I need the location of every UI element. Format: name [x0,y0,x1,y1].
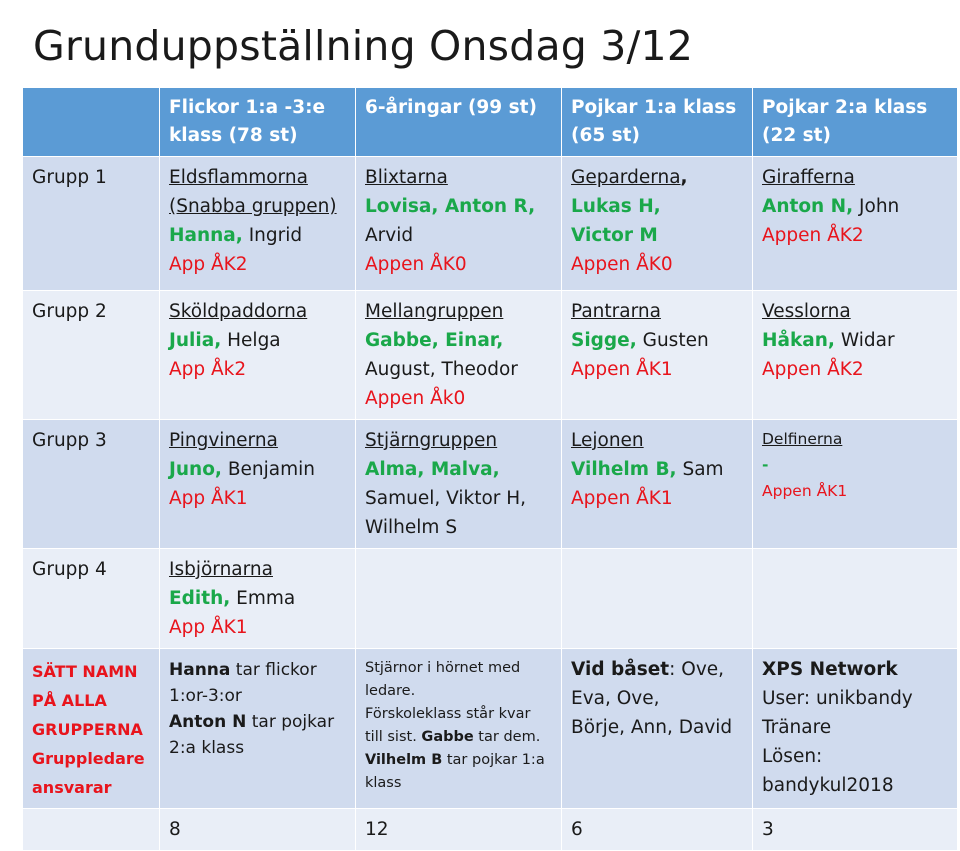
table-row [23,420,958,549]
group-name: Stjärngruppen [365,430,498,451]
leader-names: Gabbe, Einar, [365,330,504,351]
table-row [23,157,958,291]
header-6-aringar: 6-åringar (99 st) [356,88,562,157]
count-cell: 3 [753,809,958,851]
member-names: Emma [230,588,296,609]
page-title: Grunduppställning Onsdag 3/12 [33,22,694,70]
notes-row [23,649,958,809]
note-text: tar pojkar 1:a [442,752,545,768]
table-row [23,549,958,649]
group-name: Lejonen [571,430,644,451]
group-cell [356,291,562,420]
count-cell: 12 [356,809,562,851]
header-row [23,88,958,157]
notes-col3 [562,649,753,809]
group-cell [562,157,753,291]
member-names: Helga [221,330,281,351]
note-text: 2:a klass [169,738,245,758]
note-text: Börje, Ann, David [571,717,733,738]
empty-cell [562,549,753,649]
app-label: Appen ÅK0 [571,254,673,275]
empty-cell [753,549,958,649]
leader-names: Julia, [169,330,222,351]
leader-name: Gabbe [421,729,474,745]
count-cell: 8 [160,809,356,851]
member-names: John [853,196,900,217]
note-text: tar pojkar [246,712,335,732]
leader-names: Lukas H, [571,196,661,217]
app-label: Appen ÅK1 [571,359,673,380]
app-label: Appen ÅK0 [365,254,467,275]
member-names: Ingrid [242,225,303,246]
group-name: Blixtarna [365,167,448,188]
leader-names: Anton N, [762,196,854,217]
app-label: App ÅK1 [169,617,248,638]
leader-names: Lovisa, Anton R, [365,196,536,217]
leader-names: Juno, [169,459,222,480]
app-label: Appen ÅK1 [762,482,848,500]
note-text: User: unikbandy Tränare [762,688,913,738]
app-label: App ÅK2 [169,254,248,275]
group-cell [562,420,753,549]
table-row [23,291,958,420]
group-name: Pingvinerna [169,430,278,451]
note-text: 1:or-3:or [169,686,242,706]
note-text: tar flickor [230,660,317,680]
group-name: Eldsflammorna [169,167,308,188]
note-line: ansvarar [32,778,112,797]
note-text: ledare. [365,683,416,699]
note-line: SÄTT NAMN [32,662,138,681]
group-name: Vesslorna [762,301,851,322]
note-line: PÅ ALLA [32,691,107,710]
app-label: Appen Åk0 [365,388,466,409]
note-text: till sist. [365,729,422,745]
group-name: Sköldpaddorna [169,301,308,322]
group-cell [160,291,356,420]
note-heading: XPS Network [762,659,898,680]
note-line: GRUPPERNA [32,720,143,739]
group-cell [562,291,753,420]
empty-cell [356,549,562,649]
member-names: Benjamin [221,459,316,480]
app-label: App ÅK1 [169,488,248,509]
group-label: Grupp 1 [23,157,160,291]
note-text: : Ove, Eva, Ove, [571,659,725,709]
leader-names: Edith, [169,588,231,609]
notes-left [23,649,160,809]
lineup-table [22,87,958,851]
group-name-suffix: , [680,167,688,188]
group-name: Isbjörnarna [169,559,273,580]
member-names: Widar [834,330,895,351]
group-cell [753,291,958,420]
group-cell [160,157,356,291]
group-name: Pantrarna [571,301,661,322]
group-name: Delfinerna [762,430,843,448]
member-names: Samuel, Viktor H, [365,488,527,509]
notes-col4 [753,649,958,809]
group-name: Girafferna [762,167,855,188]
group-cell [753,157,958,291]
leader-names: Håkan, [762,330,835,351]
leader-names: Victor M [571,225,658,246]
header-pojkar-2: Pojkar 2:a klass (22 st) [753,88,958,157]
note-text: tar dem. [473,729,541,745]
note-line: Gruppledare [32,749,145,768]
header-empty [23,88,160,157]
member-names: August, Theodor [365,359,518,380]
group-name: Geparderna [571,167,681,188]
note-heading: Vid båset [571,659,670,680]
group-name: Mellangruppen [365,301,504,322]
group-cell [356,157,562,291]
member-names: Wilhelm S [365,517,458,538]
group-cell [356,420,562,549]
leader-name: Anton N [169,712,247,732]
group-label: Grupp 2 [23,291,160,420]
leader-names: Alma, Malva, [365,459,500,480]
leader-names: Sigge, [571,330,637,351]
member-names: Gusten [636,330,709,351]
note-text: Stjärnor i hörnet med [365,660,521,676]
leader-names: Vilhelm B, [571,459,677,480]
note-text: klass [365,775,402,791]
member-names: Arvid [365,225,414,246]
notes-col1 [160,649,356,809]
app-label: Appen ÅK1 [571,488,673,509]
group-cell [753,420,958,549]
leader-name: Hanna [169,660,231,680]
leader-names: Hanna, [169,225,243,246]
header-flickor: Flickor 1:a -3:e klass (78 st) [160,88,356,157]
group-label: Grupp 3 [23,420,160,549]
notes-col2 [356,649,562,809]
app-label: App Åk2 [169,359,247,380]
group-cell [160,420,356,549]
header-pojkar-1: Pojkar 1:a klass (65 st) [562,88,753,157]
leader-name: Vilhelm B [365,752,443,768]
group-subname: (Snabba gruppen) [169,196,337,217]
note-text: Lösen: bandykul2018 [762,746,894,796]
app-label: Appen ÅK2 [762,359,864,380]
app-label: Appen ÅK2 [762,225,864,246]
group-cell [160,549,356,649]
count-cell: 6 [562,809,753,851]
leader-names: - [762,456,769,474]
member-names: Sam [676,459,724,480]
group-label: Grupp 4 [23,549,160,649]
note-text: Förskoleklass står kvar [365,706,531,722]
